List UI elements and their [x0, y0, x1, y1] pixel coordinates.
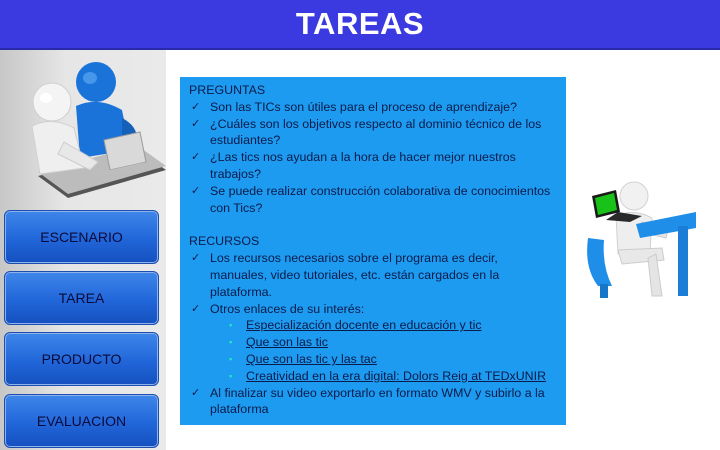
- link-que-son-las-tic[interactable]: Que son las tic: [246, 335, 328, 350]
- sidebar: [0, 50, 166, 450]
- link-item: [210, 317, 557, 334]
- nav-button-escenario[interactable]: ESCENARIO: [4, 210, 159, 264]
- list-item: ✓ Los recursos necesarios sobre el programa es decir, manuales, video tutoriales, etc. están cargados en la plataforma.: [189, 250, 557, 300]
- preguntas-heading: PREGUNTAS: [189, 83, 266, 97]
- list-item: ✓ ¿Cuáles son los objetivos respecto al dominio técnico de los estudiantes?: [189, 116, 557, 150]
- list-item-label: Otros enlaces de su interés:: [210, 301, 365, 316]
- two-people-at-laptop-illustration: [18, 58, 168, 198]
- list-item: ✓ ¿Las tics nos ayudan a la hora de hacer mejor nuestros trabajos?: [189, 149, 557, 183]
- link-item: [210, 334, 557, 351]
- link-creatividad-era-digital[interactable]: Creatividad en la era digital: Dolors Reig at TEDxUNIR: [246, 368, 547, 383]
- list-item: [189, 301, 557, 385]
- link-item: [210, 368, 557, 385]
- content-box: [180, 77, 566, 425]
- page-title: TAREAS: [295, 6, 425, 41]
- link-item: [210, 351, 557, 368]
- preguntas-list: [189, 99, 557, 217]
- list-item: ✓ Son las TICs son útiles para el proceso de aprendizaje?: [189, 99, 557, 116]
- nav-button-tarea[interactable]: TAREA: [4, 271, 159, 325]
- title-bar: [0, 0, 720, 50]
- link-tic-y-tac[interactable]: Que son las tic y las tac: [246, 351, 377, 366]
- links-list: [210, 317, 557, 384]
- recursos-list: [189, 250, 557, 418]
- nav-button-producto[interactable]: PRODUCTO: [4, 332, 159, 386]
- nav-button-evaluacion[interactable]: EVALUACION: [4, 394, 159, 448]
- person-at-laptop-illustration: [578, 178, 698, 300]
- link-especializacion-docente[interactable]: Especialización docente en educación y tic: [246, 318, 482, 333]
- recursos-heading: RECURSOS: [189, 234, 260, 249]
- list-item: ✓ Al finalizar su video exportarlo en formato WMV y subirlo a la plataforma: [189, 385, 557, 419]
- list-item: ✓ Se puede realizar construcción colaborativa de conocimientos con Tics?: [189, 183, 557, 217]
